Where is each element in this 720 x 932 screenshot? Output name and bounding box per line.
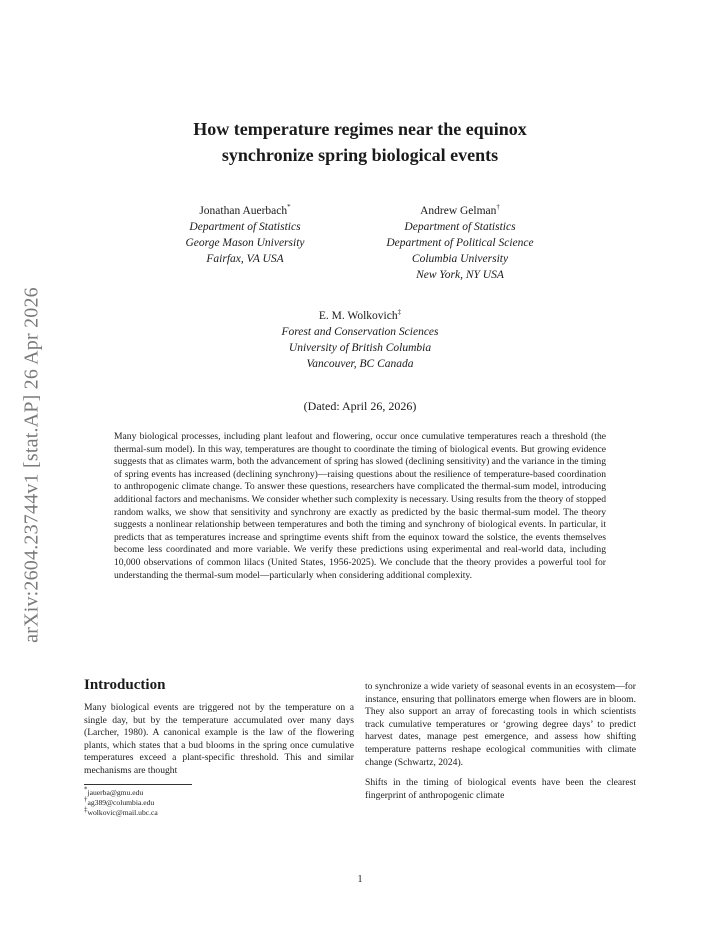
right-column: [365, 681, 636, 802]
intro-paragraph: Many biological events are triggered not by the temperature on a single day, but by the temperature accumulated over many days (Larcher, 1980). A canonical example is the law of the flowering plants, which states that a bud blooms in the spring once cumulative temperatures exceed a plant-specific threshold. This and similar mechanisms are thought: [84, 702, 354, 776]
arxiv-identifier-stamp: arXiv:2604.23744v1 [stat.AP] 26 Apr 2026: [20, 287, 43, 643]
author-footnote-mark: ‡: [397, 308, 402, 317]
author-affiliation-line: Vancouver, BC Canada: [306, 358, 414, 370]
author-affiliation-line: Forest and Conservation Sciences: [281, 326, 439, 338]
section-heading-introduction: Introduction: [84, 677, 166, 693]
author-affiliation-line: Fairfax, VA USA: [206, 253, 284, 265]
paper-title-line-2: synchronize spring biological events: [221, 145, 499, 165]
footnote-mark: ‡: [84, 805, 88, 814]
author-affiliation-line: Department of Political Science: [386, 237, 534, 249]
author-footnote-mark: †: [496, 203, 500, 212]
author-block-auerbach: [160, 203, 330, 267]
footnote: [84, 785, 354, 798]
page-number: 1: [357, 874, 363, 885]
author-affiliation-line: University of British Columbia: [288, 342, 432, 354]
footnote-mark: *: [84, 785, 88, 794]
author-block-gelman: [355, 203, 565, 283]
dated-line: (Dated: April 26, 2026): [303, 399, 417, 413]
author-affiliation-line: George Mason University: [185, 237, 305, 249]
intro-paragraph: Shifts in the timing of biological events have been the clearest fingerprint of anthropogenic climate: [365, 777, 636, 801]
footnote: [84, 805, 354, 818]
paper-title-line-1: How temperature regimes near the equinox: [193, 119, 527, 139]
footnote-email: wolkovic@mail.ubc.ca: [87, 807, 158, 817]
author-block-wolkovich: [230, 308, 490, 372]
abstract: Many biological processes, including plant leafout and flowering, occur once cumulative temperatures reach a threshold (the thermal-sum model). In this way, temperatures are thought to coordinate the timing of biological events. But growing evidence suggests that as climates warm, both the advancement of spring has slowed (declining sensitivity) and the variance in the timing of spring events has increased (declining synchrony)—raising questions about the resilience of temperature-based coordination to anthropogenic climate change. To answer these questions, researchers have complicated the thermal-sum model, introducing additional factors and mechanisms. We consider whether such complexity is necessary. Using results from the theory of stopped random walks, we show that sensitivity and synchrony are exactly as predicted by the basic thermal-sum model. The theory suggests a nonlinear relationship between temperatures and both the timing and synchrony of biological events. In particular, it predicts that as temperatures increase and springtime events shift from the equinox toward the solstice, the events themselves become less coordinated and more variable. We verify these predictions using experimental and real-world data, including 10,000 observations of common lilacs (United States, 1956-2025). We conclude that the theory provides a powerful tool for understanding the thermal-sum model—particularly when considering additional complexity.: [114, 431, 606, 581]
author-name: Jonathan Auerbach: [199, 205, 288, 217]
footnote-divider: [84, 784, 192, 785]
footnote-email: jauerba@gmu.edu: [87, 787, 144, 797]
footnote-mark: †: [84, 795, 88, 804]
intro-paragraph: to synchronize a wide variety of seasonal events in an ecosystem—for instance, ensuring that pollinators emerge when flowers are in bloom. They also support an array of forecasting tools in which scientists track cumulative temperatures or ‘growing degree days’ to predict harvest dates, manage pest emergence, and assess how shifting temperature patterns reshape ecological communities with climate change (Schwartz, 2024).: [365, 681, 636, 768]
author-affiliation-line: Columbia University: [411, 253, 509, 265]
paper-title: [110, 116, 610, 168]
left-column: [84, 677, 354, 818]
author-footnote-mark: *: [287, 203, 291, 212]
footnote: [84, 795, 354, 808]
author-affiliation-line: Department of Statistics: [189, 221, 301, 233]
author-affiliation-line: Department of Statistics: [404, 221, 516, 233]
author-name: E. M. Wolkovich: [318, 310, 398, 322]
footnote-email: ag389@columbia.edu: [87, 797, 155, 807]
author-name: Andrew Gelman: [420, 205, 497, 217]
author-affiliation-line: New York, NY USA: [416, 269, 504, 281]
